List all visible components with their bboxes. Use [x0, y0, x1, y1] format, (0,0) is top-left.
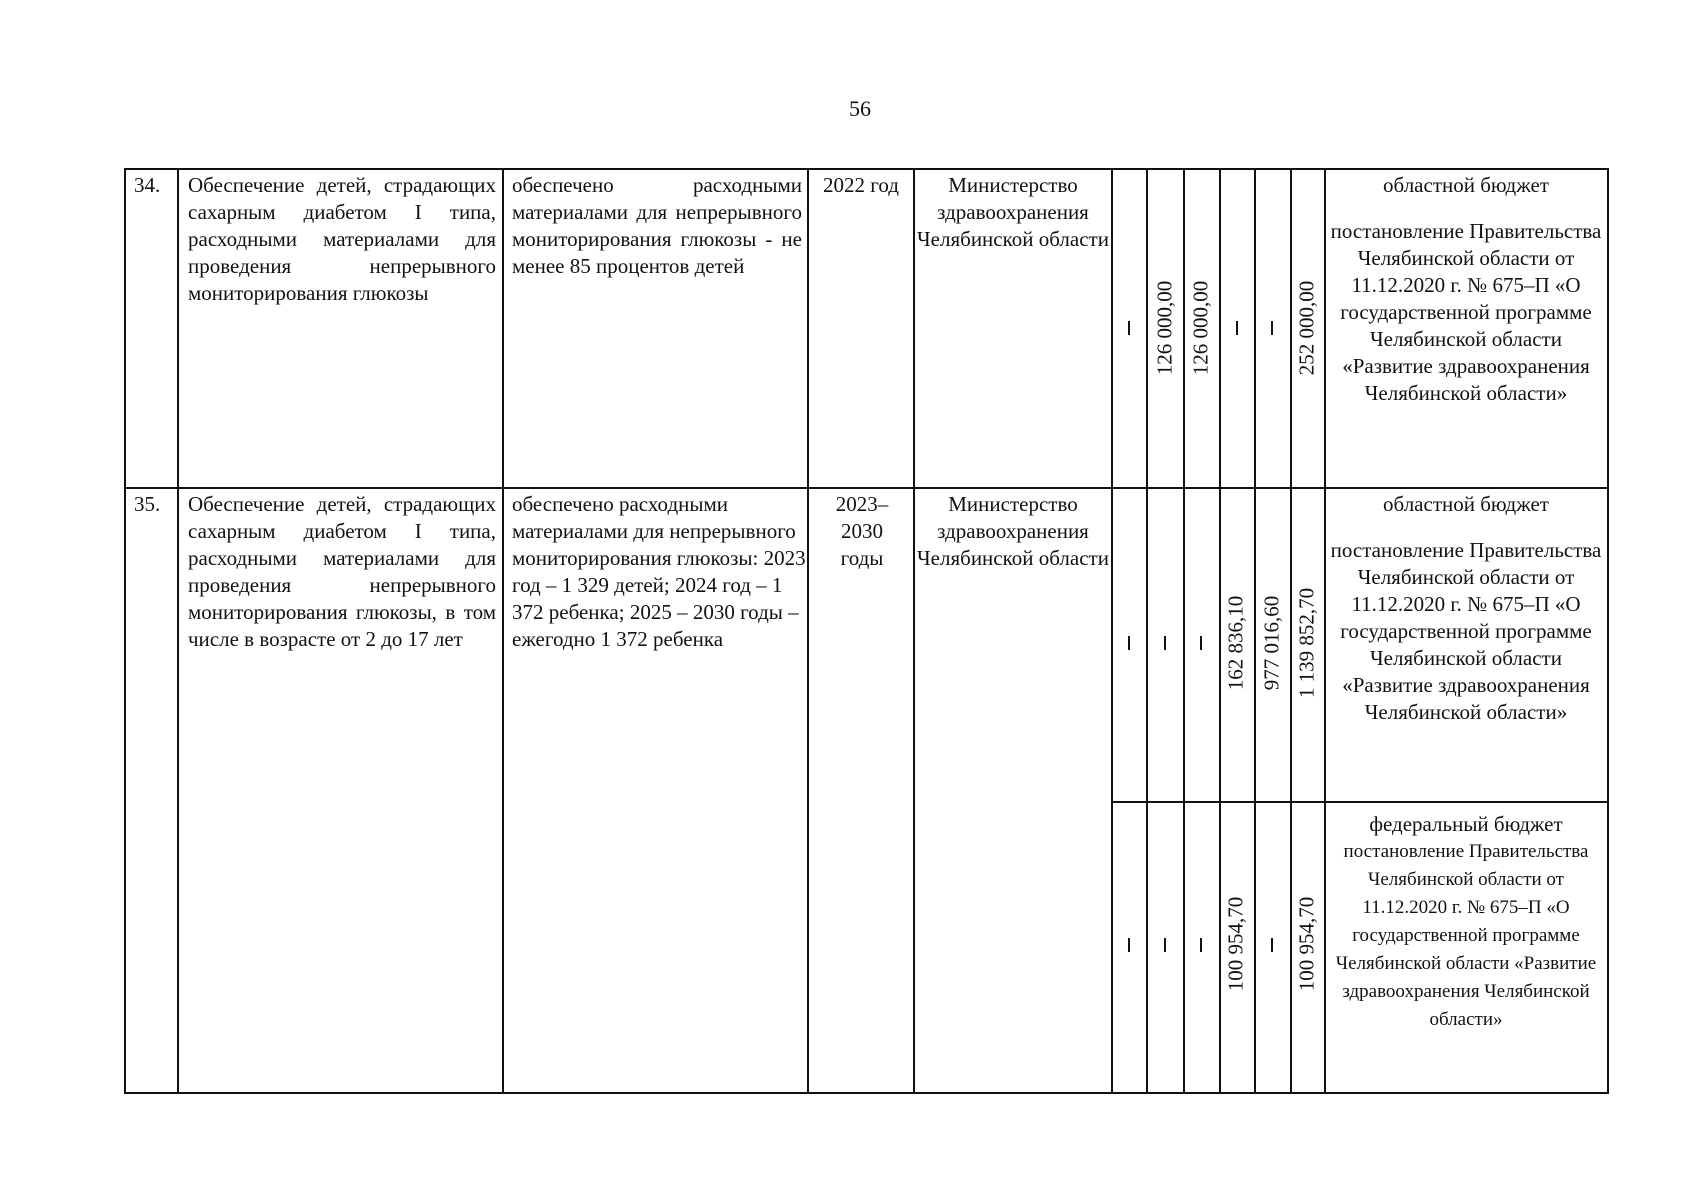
row-35b-value-4: 100 954,70: [1223, 896, 1248, 992]
row-35-executor: Министерство здравоохранения Челябинской области: [917, 492, 1109, 570]
row-35b-value-1-dash: [1128, 938, 1130, 952]
row-35b-value-3-dash: [1200, 938, 1202, 952]
row-35-measure: Обеспечение детей, страдающих сахарным диабетом I типа, расходными материалами для проведения непрерывного мониторирования глюкозы, в том числе в возрасте от 2 до 17 лет: [188, 492, 496, 651]
row-34-value-4-dash: [1236, 321, 1238, 335]
row-34-executor: Министерство здравоохранения Челябинской области: [917, 173, 1109, 251]
row-34-funding-source: областной бюджет: [1383, 173, 1549, 197]
row-35b-legal-basis: постановление Правительства Челябинской области от 11.12.2020 г. № 675–П «О государственной программе Челябинской области «Развитие здравоохранения Челябинской области»: [1335, 841, 1597, 1030]
row-35-number: 35.: [134, 492, 161, 516]
page-number: 56: [849, 96, 871, 121]
row-34-measure: Обеспечение детей, страдающих сахарным диабетом I типа, расходными материалами для проведения непрерывного мониторирования глюкозы: [188, 173, 496, 305]
row-34-period: 2022 год: [823, 173, 899, 197]
row-35b-total: 100 954,70: [1294, 896, 1319, 992]
row-35b-value-2-dash: [1164, 938, 1166, 952]
row-35a-legal-basis: постановление Правительства Челябинской области от 11.12.2020 г. № 675–П «О государственной программе Челябинской области «Развитие здравоохранения Челябинской области»: [1330, 538, 1602, 724]
row-34-value-5-dash: [1271, 321, 1273, 335]
row-34-value-2: 126 000,00: [1152, 280, 1177, 376]
row-34-value-1-dash: [1128, 321, 1130, 335]
row-35-result: обеспечено расходными материалами для непрерывного мониторирования глюкозы: 2023 год – 1 329 детей; 2024 год – 1 372 ребенка; 2025 – 2030 годы – ежегодно 1 372 ребенка: [512, 492, 806, 651]
row-35a-value-2-dash: [1164, 636, 1166, 650]
row-34-number: 34.: [134, 173, 161, 197]
row-35-period: 2023–2030 годы: [835, 492, 889, 570]
row-35a-value-3-dash: [1200, 636, 1202, 650]
row-35b-funding-source: федеральный бюджет: [1369, 812, 1563, 836]
row-35a-value-5: 977 016,60: [1259, 595, 1284, 691]
row-34-total: 252 000,00: [1294, 280, 1319, 376]
row-35a-total: 1 139 852,70: [1294, 587, 1319, 699]
row-35a-value-4: 162 836,10: [1223, 595, 1248, 691]
row-35a-value-1-dash: [1128, 636, 1130, 650]
row-35a-funding-source: областной бюджет: [1383, 492, 1549, 516]
row-34-legal-basis: постановление Правительства Челябинской области от 11.12.2020 г. № 675–П «О государственной программе Челябинской области «Развитие здравоохранения Челябинской области»: [1330, 219, 1602, 405]
row-34-result: обеспечено расходными материалами для непрерывного мониторирования глюкозы - не менее 85 процентов детей: [512, 173, 802, 278]
row-34-value-3: 126 000,00: [1188, 280, 1213, 376]
row-35b-value-5-dash: [1271, 938, 1273, 952]
